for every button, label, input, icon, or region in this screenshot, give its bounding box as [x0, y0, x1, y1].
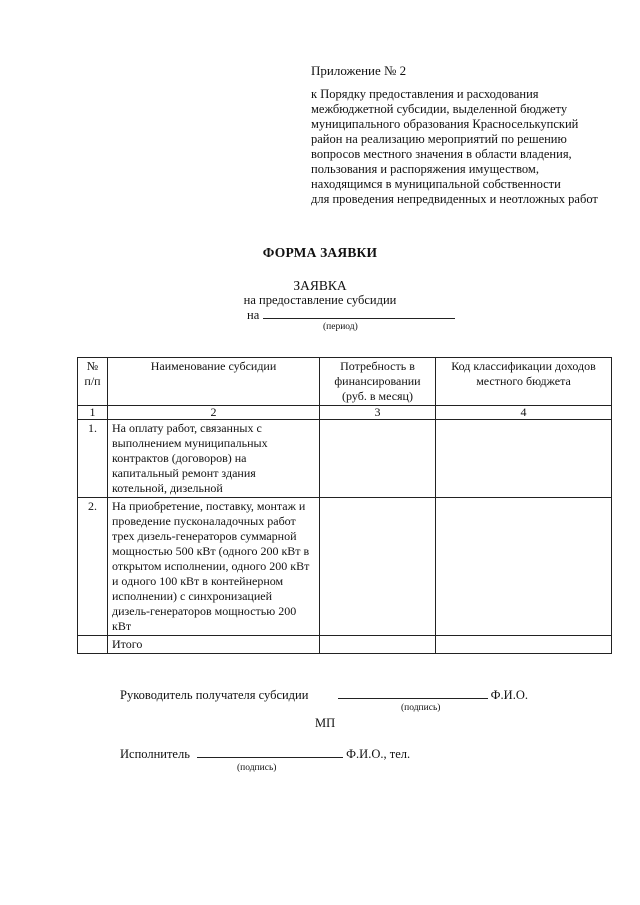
table-row	[78, 420, 612, 498]
head-label: Руководитель получателя субсидии	[120, 688, 309, 702]
header-index: № п/п	[78, 358, 108, 406]
form-title: ФОРМА ЗАЯВКИ	[262, 245, 378, 260]
head-signature-field[interactable]	[338, 688, 488, 699]
appendix-line: находящимся в муниципальной собственности	[311, 177, 561, 191]
row-name: На оплату работ, связанных с выполнением муниципальных контрактов (договоров) на капитальный ремонт здания котельной, дизельной	[108, 420, 320, 498]
request-subtitle: на предоставление субсидии	[243, 293, 397, 307]
period-line	[247, 308, 455, 323]
table-row	[78, 498, 612, 636]
executor-label: Исполнитель	[120, 747, 190, 761]
header-amount: Потребность в финансировании (руб. в месяц)	[320, 358, 436, 406]
head-signature-line	[120, 688, 528, 703]
period-field[interactable]	[263, 308, 455, 319]
row-code-cell[interactable]	[436, 498, 612, 636]
period-caption: (период)	[323, 322, 358, 332]
head-signature-caption: (подпись)	[401, 703, 441, 713]
appendix-line: для проведения непредвиденных и неотложных работ	[311, 192, 598, 206]
appendix-line: район на реализацию мероприятий по решению	[311, 132, 567, 146]
executor-fio: Ф.И.О., тел.	[346, 747, 411, 761]
row-code-cell[interactable]	[436, 420, 612, 498]
row-amount-cell[interactable]	[320, 498, 436, 636]
total-code-cell[interactable]	[436, 636, 612, 654]
appendix-line: пользования и распоряжения имуществом,	[311, 162, 539, 176]
appendix-block	[311, 63, 611, 207]
appendix-line: межбюджетной субсидии, выделенной бюджету	[311, 102, 568, 116]
total-amount-cell[interactable]	[320, 636, 436, 654]
executor-signature-line	[120, 747, 410, 762]
appendix-line: к Порядку предоставления и расходования	[311, 87, 539, 101]
header-name: Наименование субсидии	[108, 358, 320, 406]
column-number: 4	[436, 406, 612, 420]
column-number: 3	[320, 406, 436, 420]
subsidy-table	[77, 357, 612, 654]
appendix-line: муниципального образования Красноселькупский	[311, 117, 579, 131]
appendix-number: Приложение № 2	[311, 63, 407, 78]
period-prefix: на	[247, 308, 260, 322]
stamp-label: МП	[315, 716, 336, 730]
row-amount-cell[interactable]	[320, 420, 436, 498]
total-label: Итого	[108, 636, 320, 654]
executor-signature-field[interactable]	[197, 747, 343, 758]
column-number-row	[78, 406, 612, 420]
table-header-row	[78, 358, 612, 406]
total-index-cell	[78, 636, 108, 654]
head-fio: Ф.И.О.	[490, 688, 528, 702]
request-title: ЗАЯВКА	[293, 278, 347, 293]
column-number: 2	[108, 406, 320, 420]
header-code: Код классификации доходов местного бюджета	[436, 358, 612, 406]
executor-signature-caption: (подпись)	[237, 763, 277, 773]
appendix-line: вопросов местного значения в области владения,	[311, 147, 572, 161]
row-name: На приобретение, поставку, монтаж и проведение пусконаладочных работ трех дизель-генераторов суммарной мощностью 500 кВт (одного 200 кВт в открытом исполнении, одного 200 кВт и одного 100 кВт в контейнерном исполнении) с синхронизацией дизель-генераторов мощностью 200 кВт	[108, 498, 320, 636]
column-number: 1	[78, 406, 108, 420]
row-index: 2.	[78, 498, 108, 636]
row-index: 1.	[78, 420, 108, 498]
total-row	[78, 636, 612, 654]
